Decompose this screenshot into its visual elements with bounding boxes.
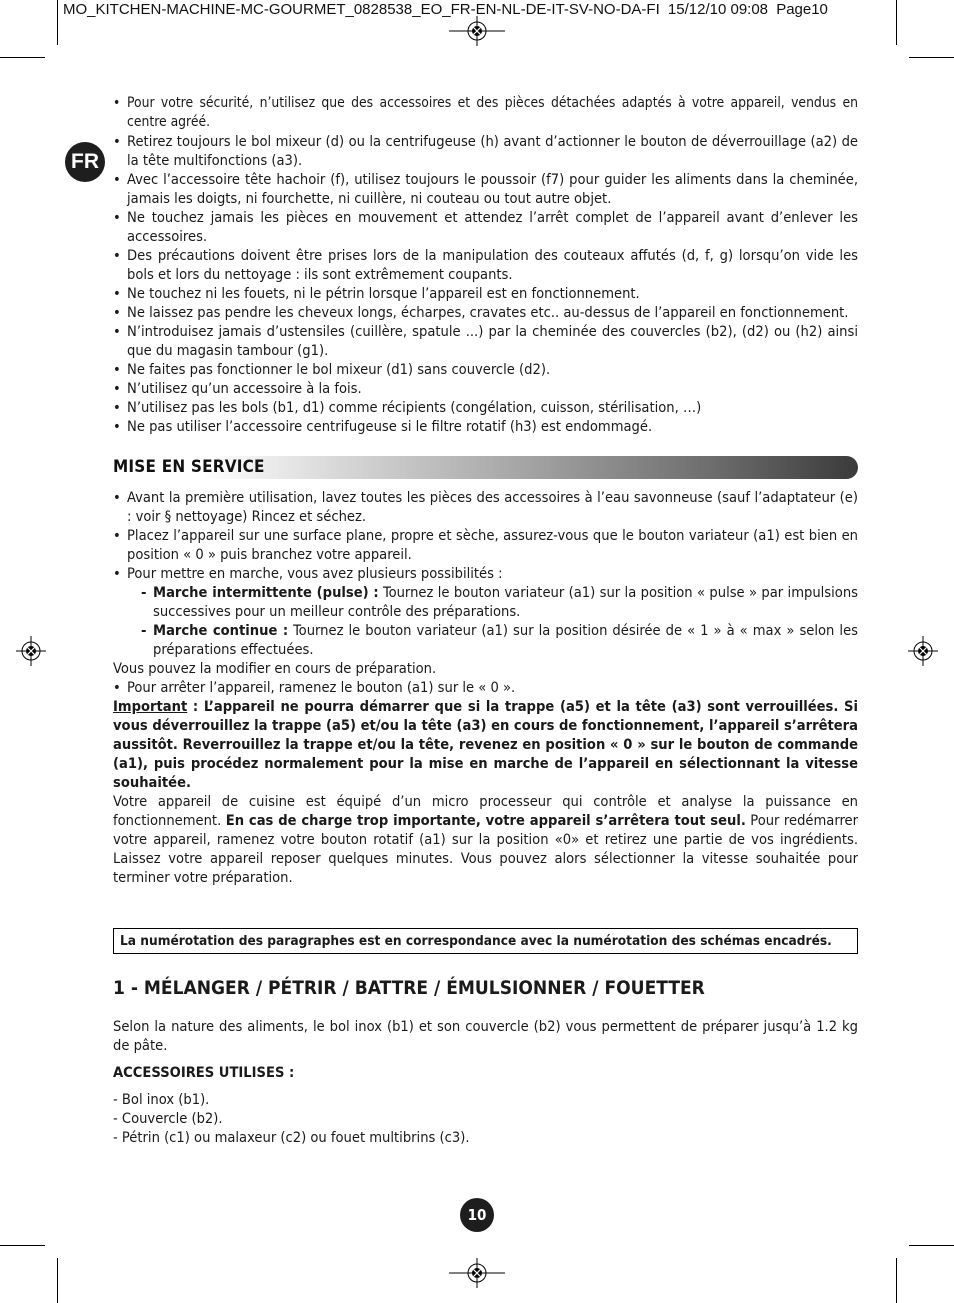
accessories-title: ACCESSOIRES UTILISES :: [113, 1064, 295, 1081]
crop-mark: [909, 1245, 954, 1246]
language-badge: FR: [65, 142, 105, 182]
sub-item-text: Tournez le bouton variateur (a1) sur la position « pulse » par impulsions successives pour un meilleur contrôle des préparations.: [153, 584, 858, 620]
sub-item-text: Tournez le bouton variateur (a1) sur la position désirée de « 1 » à « max » selon les préparations effectuées.: [153, 622, 858, 658]
accessories-list: [113, 1090, 858, 1147]
section-title: MISE EN SERVICE: [113, 457, 265, 477]
list-item: • Retirez toujours le bol mixeur (d) ou la centrifugeuse (h) avant d’actionner le bouton de déverrouillage (a2) de la tête multifonctions (a3).: [113, 132, 858, 170]
micro-text: Votre appareil de cuisine est équipé d’un micro processeur qui contrôle et analyse la puissance en fonctionnement.: [113, 793, 858, 829]
list-item: • Ne laissez pas pendre les cheveux longs, écharpes, cravates etc.. au-dessus de l’appareil en fonctionnement.: [113, 303, 858, 322]
header-datetime: 15/12/10 09:08: [667, 1, 769, 18]
micro-bold: En cas de charge trop importante, votre appareil s’arrêtera tout seul.: [225, 812, 746, 829]
sub-item-label: Marche continue :: [153, 622, 289, 639]
list-item: • Avec l’accessoire tête hachoir (f), utilisez toujours le poussoir (f7) pour guider les aliments dans la cheminée, jamais les doigts, ni fourchette, ni cuillère, ni couteau ou tout autre objet.: [113, 170, 858, 208]
list-item: • N’introduisez jamais d’ustensiles (cuillère, spatule ...) par la cheminée des couvercles (b2), (d2) ou (h2) ainsi que du magasin tambour (g1).: [113, 322, 858, 360]
list-item: • N’utilisez pas les bols (b1, d1) comme récipients (congélation, cuisson, stérilisation, …): [113, 398, 858, 417]
registration-mark-icon: [449, 16, 505, 46]
important-note: [113, 697, 858, 792]
sub-item-label: Marche intermittente (pulse) :: [153, 584, 379, 601]
micro-text: Pour redémarrer votre appareil, ramenez votre bouton rotatif (a1) sur la position «0» et retirez une partie de vos ingrédients. Laissez votre appareil reposer quelques minutes. Vous pouvez alors sélectionner la vitesse souhaitée pour terminer votre préparation.: [113, 812, 859, 886]
list-item: - Pétrin (c1) ou malaxeur (c2) ou fouet multibrins (c3).: [113, 1129, 470, 1146]
crop-mark: [0, 1245, 45, 1246]
section-1-title: 1 - MÉLANGER / PÉTRIR / BATTRE / ÉMULSIONNER / FOUETTER: [113, 977, 705, 999]
sub-item-continuous: - Marche continue : Tournez le bouton variateur (a1) sur la position désirée de « 1 » à « max » selon les préparations effectuées.: [141, 622, 858, 658]
list-item: - Couvercle (b2).: [113, 1110, 223, 1127]
list-item: • Ne touchez jamais les pièces en mouvement et attendez l’arrêt complet de l’appareil avant d’enlever les accessoires.: [113, 208, 858, 246]
list-item: • Pour mettre en marche, vous avez plusieurs possibilités :: [113, 564, 858, 583]
section-1-body: [113, 1017, 858, 1147]
microprocessor-note: [113, 792, 858, 887]
page-content: [113, 94, 858, 887]
list-item: • Ne faites pas fonctionner le bol mixeur (d1) sans couvercle (d2).: [113, 360, 858, 379]
list-item: - Bol inox (b1).: [113, 1091, 210, 1108]
list-item: • Pour arrêter l’appareil, ramenez le bouton (a1) sur le « 0 ».: [113, 678, 858, 697]
list-item: • Pour votre sécurité, n’utilisez que des accessoires et des pièces détachées adaptés à votre appareil, vendus en centre agréé.: [113, 94, 858, 132]
list-item: • Ne pas utiliser l’accessoire centrifugeuse si le filtre rotatif (h3) est endommagé.: [113, 417, 858, 436]
crop-mark: [57, 0, 58, 45]
header-page: Page10: [776, 1, 828, 18]
list-item: • Placez l’appareil sur une surface plane, propre et sèche, assurez-vous que le bouton variateur (a1) est bien en position « 0 » puis branchez votre appareil.: [113, 526, 858, 564]
list-item: • Des précautions doivent être prises lors de la manipulation des couteaux affutés (d, f, g) lorsqu’on vide les bols et lors du nettoyage : ils sont extrêmement coupants.: [113, 246, 858, 284]
important-text: : L’appareil ne pourra démarrer que si la trappe (a5) et la tête (a3) sont verrouillées. Si vous déverrouillez la trappe (a5) et/ou la tête (a3) en cours de fonctionnement, l’appareil s’arrêtera aussitôt. Reverrouillez la trappe et/ou la tête, revenez en position « 0 » sur le bouton de commande (a1), puis procédez normalement pour la mise en marche de l’appareil en sélectionnant la vitesse souhaitée.: [113, 698, 858, 791]
crop-mark: [0, 57, 45, 58]
mise-en-service-body: [113, 488, 858, 887]
registration-mark-icon: [908, 636, 938, 666]
crop-mark: [57, 1258, 58, 1303]
registration-mark-icon: [449, 1258, 505, 1288]
important-label: Important: [113, 698, 188, 715]
modify-note: Vous pouvez la modifier en cours de préparation.: [113, 660, 437, 677]
list-item: • N’utilisez qu’un accessoire à la fois.: [113, 379, 858, 398]
sub-item-pulse: - Marche intermittente (pulse) : Tournez le bouton variateur (a1) sur la position « pulse » par impulsions successives pour un meilleur contrôle des préparations.: [141, 584, 858, 620]
list-item: • Ne touchez ni les fouets, ni le pétrin lorsque l’appareil est en fonctionnement.: [113, 284, 858, 303]
numbering-note-box: La numérotation des paragraphes est en correspondance avec la numérotation des schémas encadrés.: [113, 928, 858, 954]
crop-mark: [896, 1258, 897, 1303]
list-item: • Avant la première utilisation, lavez toutes les pièces des accessoires à l’eau savonneuse (sauf l’adaptateur (e) : voir § nettoyage) Rincez et séchez.: [113, 488, 858, 526]
header-filename: MO_KITCHEN-MACHINE-MC-GOURMET_0828538_EO_FR-EN-NL-DE-IT-SV-NO-DA-FI: [63, 1, 660, 18]
section-1-intro: Selon la nature des aliments, le bol inox (b1) et son couvercle (b2) vous permettent de préparer jusqu’à 1.2 kg de pâte.: [113, 1018, 858, 1054]
safety-list: [113, 94, 858, 436]
registration-mark-icon: [16, 636, 46, 666]
crop-mark: [896, 0, 897, 45]
crop-mark: [909, 57, 954, 58]
page-number: 10: [460, 1198, 494, 1232]
section-header-bar: [113, 456, 858, 479]
